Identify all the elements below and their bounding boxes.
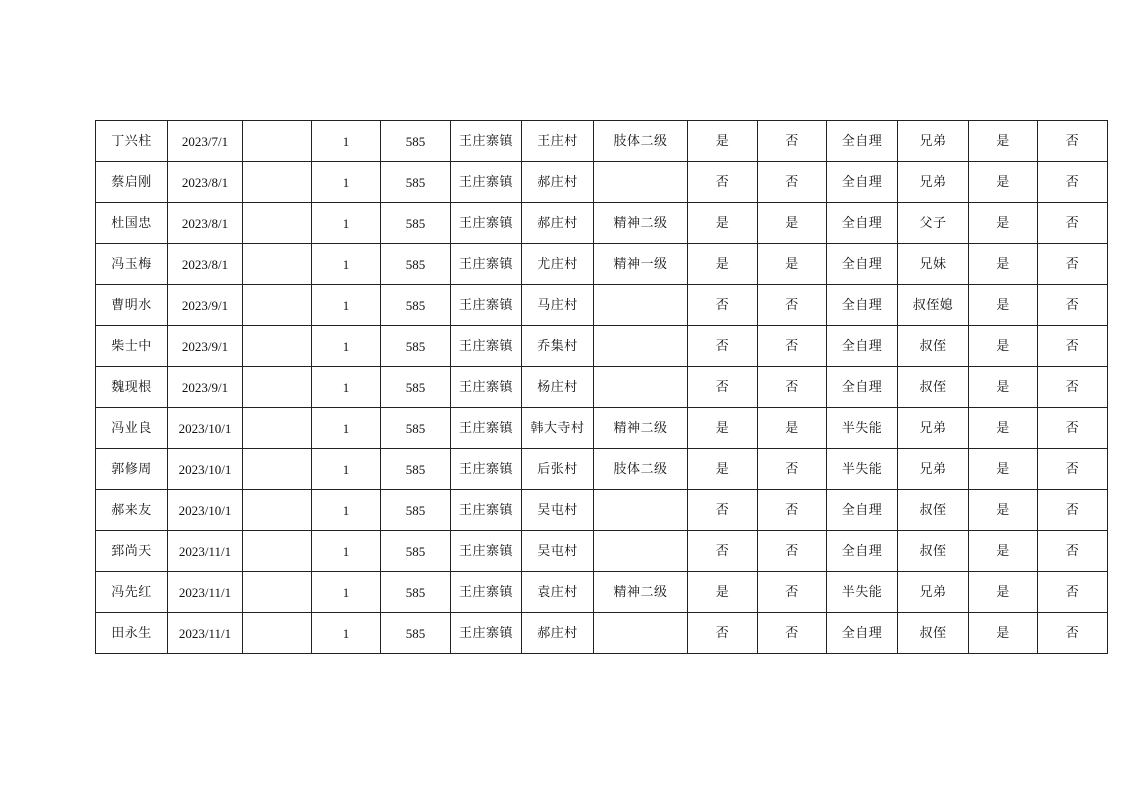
name-cell: 魏现根: [96, 367, 168, 408]
flag-cell-1: 否: [688, 285, 758, 326]
flag-cell-1: 是: [688, 203, 758, 244]
flag-cell-2: 否: [758, 162, 827, 203]
relation-cell: 兄弟: [898, 121, 969, 162]
count-cell: 1: [312, 367, 381, 408]
relation-cell: 兄弟: [898, 449, 969, 490]
name-cell: 丁兴柱: [96, 121, 168, 162]
date-cell: 2023/9/1: [168, 285, 243, 326]
flag-cell-4: 否: [1038, 162, 1108, 203]
amount-cell: 585: [381, 531, 451, 572]
flag-cell-3: 是: [969, 285, 1038, 326]
amount-cell: 585: [381, 244, 451, 285]
blank-cell: [243, 367, 312, 408]
village-cell: 吴屯村: [522, 490, 594, 531]
relation-cell: 叔侄: [898, 490, 969, 531]
flag-cell-1: 否: [688, 162, 758, 203]
flag-cell-1: 是: [688, 408, 758, 449]
town-cell: 王庄寨镇: [451, 449, 522, 490]
count-cell: 1: [312, 121, 381, 162]
self-care-cell: 全自理: [827, 531, 898, 572]
relation-cell: 父子: [898, 203, 969, 244]
blank-cell: [243, 203, 312, 244]
town-cell: 王庄寨镇: [451, 490, 522, 531]
name-cell: 冯业良: [96, 408, 168, 449]
blank-cell: [243, 490, 312, 531]
blank-cell: [243, 572, 312, 613]
blank-cell: [243, 326, 312, 367]
village-cell: 韩大寺村: [522, 408, 594, 449]
blank-cell: [243, 285, 312, 326]
flag-cell-2: 否: [758, 531, 827, 572]
village-cell: 乔集村: [522, 326, 594, 367]
town-cell: 王庄寨镇: [451, 531, 522, 572]
flag-cell-3: 是: [969, 490, 1038, 531]
self-care-cell: 全自理: [827, 613, 898, 654]
disability-cell: 精神二级: [594, 408, 688, 449]
flag-cell-1: 否: [688, 490, 758, 531]
flag-cell-3: 是: [969, 408, 1038, 449]
blank-cell: [243, 408, 312, 449]
flag-cell-2: 否: [758, 367, 827, 408]
flag-cell-3: 是: [969, 367, 1038, 408]
flag-cell-3: 是: [969, 162, 1038, 203]
amount-cell: 585: [381, 203, 451, 244]
flag-cell-4: 否: [1038, 572, 1108, 613]
count-cell: 1: [312, 449, 381, 490]
date-cell: 2023/9/1: [168, 367, 243, 408]
disability-cell: [594, 367, 688, 408]
flag-cell-1: 是: [688, 121, 758, 162]
flag-cell-1: 否: [688, 367, 758, 408]
flag-cell-2: 是: [758, 244, 827, 285]
blank-cell: [243, 613, 312, 654]
self-care-cell: 全自理: [827, 244, 898, 285]
self-care-cell: 全自理: [827, 121, 898, 162]
count-cell: 1: [312, 613, 381, 654]
table-row: [96, 285, 1108, 326]
amount-cell: 585: [381, 572, 451, 613]
flag-cell-1: 否: [688, 613, 758, 654]
relation-cell: 兄弟: [898, 572, 969, 613]
flag-cell-2: 否: [758, 613, 827, 654]
blank-cell: [243, 244, 312, 285]
name-cell: 柴士中: [96, 326, 168, 367]
date-cell: 2023/11/1: [168, 613, 243, 654]
flag-cell-3: 是: [969, 449, 1038, 490]
relation-cell: 叔侄媳: [898, 285, 969, 326]
amount-cell: 585: [381, 367, 451, 408]
date-cell: 2023/9/1: [168, 326, 243, 367]
village-cell: 吴屯村: [522, 531, 594, 572]
date-cell: 2023/11/1: [168, 531, 243, 572]
name-cell: 蔡启刚: [96, 162, 168, 203]
disability-cell: [594, 531, 688, 572]
flag-cell-4: 否: [1038, 613, 1108, 654]
town-cell: 王庄寨镇: [451, 613, 522, 654]
flag-cell-4: 否: [1038, 367, 1108, 408]
date-cell: 2023/11/1: [168, 572, 243, 613]
town-cell: 王庄寨镇: [451, 244, 522, 285]
flag-cell-2: 否: [758, 326, 827, 367]
flag-cell-4: 否: [1038, 203, 1108, 244]
flag-cell-2: 否: [758, 490, 827, 531]
name-cell: 曹明水: [96, 285, 168, 326]
town-cell: 王庄寨镇: [451, 408, 522, 449]
table-row: [96, 490, 1108, 531]
flag-cell-2: 是: [758, 203, 827, 244]
name-cell: 郝来友: [96, 490, 168, 531]
village-cell: 王庄村: [522, 121, 594, 162]
relation-cell: 兄弟: [898, 408, 969, 449]
disability-cell: 肢体二级: [594, 449, 688, 490]
flag-cell-2: 否: [758, 572, 827, 613]
flag-cell-3: 是: [969, 572, 1038, 613]
table-row: [96, 449, 1108, 490]
town-cell: 王庄寨镇: [451, 326, 522, 367]
self-care-cell: 半失能: [827, 408, 898, 449]
blank-cell: [243, 162, 312, 203]
count-cell: 1: [312, 244, 381, 285]
self-care-cell: 全自理: [827, 490, 898, 531]
flag-cell-1: 否: [688, 531, 758, 572]
town-cell: 王庄寨镇: [451, 203, 522, 244]
table-row: [96, 531, 1108, 572]
disability-cell: 精神二级: [594, 572, 688, 613]
date-cell: 2023/10/1: [168, 490, 243, 531]
amount-cell: 585: [381, 408, 451, 449]
self-care-cell: 全自理: [827, 285, 898, 326]
amount-cell: 585: [381, 449, 451, 490]
disability-cell: [594, 162, 688, 203]
disability-cell: 精神二级: [594, 203, 688, 244]
flag-cell-3: 是: [969, 326, 1038, 367]
disability-cell: [594, 285, 688, 326]
town-cell: 王庄寨镇: [451, 121, 522, 162]
relation-cell: 叔侄: [898, 326, 969, 367]
name-cell: 冯玉梅: [96, 244, 168, 285]
village-cell: 马庄村: [522, 285, 594, 326]
count-cell: 1: [312, 162, 381, 203]
flag-cell-1: 是: [688, 449, 758, 490]
table-row: [96, 572, 1108, 613]
disability-cell: [594, 326, 688, 367]
relation-cell: 兄弟: [898, 162, 969, 203]
flag-cell-2: 否: [758, 285, 827, 326]
table-row: [96, 408, 1108, 449]
relation-cell: 叔侄: [898, 367, 969, 408]
flag-cell-3: 是: [969, 613, 1038, 654]
flag-cell-4: 否: [1038, 408, 1108, 449]
village-cell: 郝庄村: [522, 162, 594, 203]
disability-cell: [594, 613, 688, 654]
count-cell: 1: [312, 531, 381, 572]
flag-cell-4: 否: [1038, 326, 1108, 367]
name-cell: 冯先红: [96, 572, 168, 613]
disability-cell: 肢体二级: [594, 121, 688, 162]
self-care-cell: 半失能: [827, 449, 898, 490]
self-care-cell: 半失能: [827, 572, 898, 613]
count-cell: 1: [312, 285, 381, 326]
flag-cell-3: 是: [969, 244, 1038, 285]
flag-cell-3: 是: [969, 121, 1038, 162]
amount-cell: 585: [381, 121, 451, 162]
village-cell: 郝庄村: [522, 613, 594, 654]
relation-cell: 叔侄: [898, 613, 969, 654]
town-cell: 王庄寨镇: [451, 162, 522, 203]
village-cell: 杨庄村: [522, 367, 594, 408]
date-cell: 2023/10/1: [168, 408, 243, 449]
flag-cell-3: 是: [969, 203, 1038, 244]
flag-cell-4: 否: [1038, 449, 1108, 490]
flag-cell-1: 否: [688, 326, 758, 367]
date-cell: 2023/8/1: [168, 203, 243, 244]
date-cell: 2023/8/1: [168, 162, 243, 203]
flag-cell-4: 否: [1038, 121, 1108, 162]
name-cell: 田永生: [96, 613, 168, 654]
date-cell: 2023/7/1: [168, 121, 243, 162]
amount-cell: 585: [381, 285, 451, 326]
town-cell: 王庄寨镇: [451, 285, 522, 326]
count-cell: 1: [312, 408, 381, 449]
self-care-cell: 全自理: [827, 203, 898, 244]
table-row: [96, 613, 1108, 654]
name-cell: 郭修周: [96, 449, 168, 490]
flag-cell-4: 否: [1038, 490, 1108, 531]
name-cell: 杜国忠: [96, 203, 168, 244]
disability-cell: [594, 490, 688, 531]
count-cell: 1: [312, 490, 381, 531]
blank-cell: [243, 121, 312, 162]
amount-cell: 585: [381, 490, 451, 531]
flag-cell-4: 否: [1038, 285, 1108, 326]
self-care-cell: 全自理: [827, 162, 898, 203]
count-cell: 1: [312, 572, 381, 613]
flag-cell-2: 否: [758, 449, 827, 490]
blank-cell: [243, 531, 312, 572]
town-cell: 王庄寨镇: [451, 367, 522, 408]
amount-cell: 585: [381, 326, 451, 367]
flag-cell-2: 否: [758, 121, 827, 162]
count-cell: 1: [312, 326, 381, 367]
table-row: [96, 326, 1108, 367]
disability-cell: 精神一级: [594, 244, 688, 285]
flag-cell-1: 是: [688, 244, 758, 285]
amount-cell: 585: [381, 613, 451, 654]
flag-cell-2: 是: [758, 408, 827, 449]
date-cell: 2023/8/1: [168, 244, 243, 285]
roster-body: [96, 121, 1108, 654]
village-cell: 袁庄村: [522, 572, 594, 613]
roster-table: [95, 120, 1108, 654]
name-cell: 郅尚天: [96, 531, 168, 572]
town-cell: 王庄寨镇: [451, 572, 522, 613]
date-cell: 2023/10/1: [168, 449, 243, 490]
flag-cell-4: 否: [1038, 244, 1108, 285]
relation-cell: 叔侄: [898, 531, 969, 572]
village-cell: 尤庄村: [522, 244, 594, 285]
table-row: [96, 244, 1108, 285]
flag-cell-4: 否: [1038, 531, 1108, 572]
table-row: [96, 162, 1108, 203]
table-row: [96, 203, 1108, 244]
blank-cell: [243, 449, 312, 490]
count-cell: 1: [312, 203, 381, 244]
self-care-cell: 全自理: [827, 367, 898, 408]
flag-cell-3: 是: [969, 531, 1038, 572]
village-cell: 后张村: [522, 449, 594, 490]
flag-cell-1: 是: [688, 572, 758, 613]
table-row: [96, 367, 1108, 408]
relation-cell: 兄妹: [898, 244, 969, 285]
village-cell: 郝庄村: [522, 203, 594, 244]
amount-cell: 585: [381, 162, 451, 203]
table-row: [96, 121, 1108, 162]
self-care-cell: 全自理: [827, 326, 898, 367]
